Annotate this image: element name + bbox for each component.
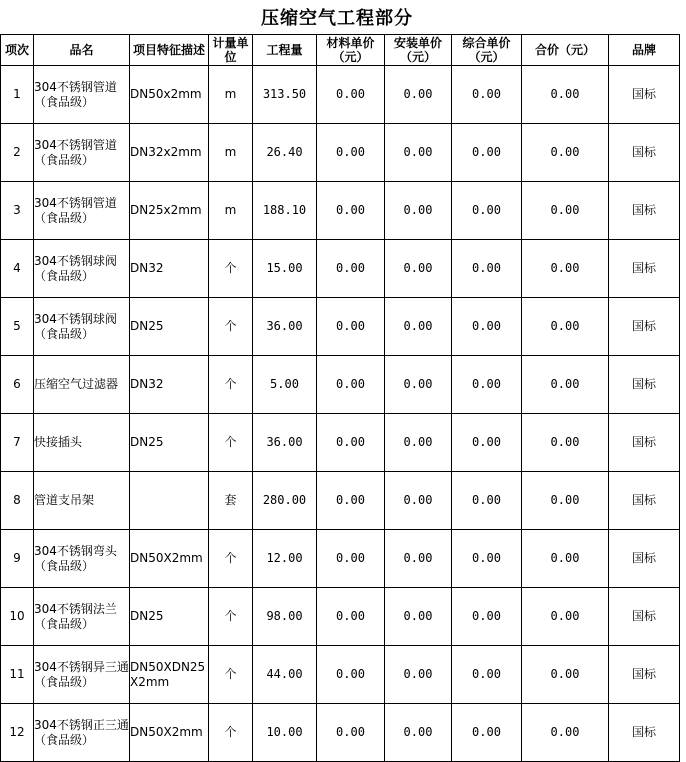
cell-total-price[interactable]: 0.00 bbox=[522, 472, 609, 530]
cell-composite-price[interactable]: 0.00 bbox=[452, 298, 522, 356]
table-row bbox=[1, 646, 680, 704]
cell-quantity[interactable]: 98.00 bbox=[253, 588, 317, 646]
cell-total-price[interactable]: 0.00 bbox=[522, 646, 609, 704]
cell-unit[interactable]: m bbox=[209, 182, 253, 240]
cell-material-price[interactable]: 0.00 bbox=[317, 414, 385, 472]
cell-name[interactable]: 304不锈钢弯头（食品级） bbox=[34, 530, 130, 588]
header-quantity: 工程量 bbox=[253, 35, 317, 66]
cell-material-price[interactable]: 0.00 bbox=[317, 646, 385, 704]
cell-unit[interactable]: 个 bbox=[209, 240, 253, 298]
cell-spec[interactable]: DN32 bbox=[130, 356, 209, 414]
table-row bbox=[1, 472, 680, 530]
cell-brand[interactable]: 国标 bbox=[609, 704, 680, 762]
cell-material-price[interactable]: 0.00 bbox=[317, 356, 385, 414]
header-brand: 品牌 bbox=[609, 35, 680, 66]
cell-spec[interactable]: DN32 bbox=[130, 240, 209, 298]
cell-spec[interactable]: DN25 bbox=[130, 414, 209, 472]
cell-install-price[interactable]: 0.00 bbox=[385, 298, 452, 356]
table-header-row bbox=[1, 35, 680, 66]
cell-unit[interactable]: 个 bbox=[209, 704, 253, 762]
cell-spec[interactable]: DN25x2mm bbox=[130, 182, 209, 240]
cell-index[interactable]: 4 bbox=[1, 240, 34, 298]
cell-unit[interactable]: 个 bbox=[209, 530, 253, 588]
cell-index[interactable]: 10 bbox=[1, 588, 34, 646]
cell-unit[interactable]: m bbox=[209, 124, 253, 182]
table-row bbox=[1, 356, 680, 414]
cell-material-price[interactable]: 0.00 bbox=[317, 298, 385, 356]
table-row bbox=[1, 66, 680, 124]
cell-install-price[interactable]: 0.00 bbox=[385, 530, 452, 588]
cell-install-price[interactable]: 0.00 bbox=[385, 356, 452, 414]
cell-total-price[interactable]: 0.00 bbox=[522, 414, 609, 472]
cell-material-price[interactable]: 0.00 bbox=[317, 472, 385, 530]
cell-composite-price[interactable]: 0.00 bbox=[452, 414, 522, 472]
cell-index[interactable]: 8 bbox=[1, 472, 34, 530]
cell-index[interactable]: 7 bbox=[1, 414, 34, 472]
cell-name[interactable]: 304不锈钢法兰（食品级） bbox=[34, 588, 130, 646]
cell-unit[interactable]: 个 bbox=[209, 414, 253, 472]
cell-unit[interactable]: m bbox=[209, 66, 253, 124]
cell-quantity[interactable]: 36.00 bbox=[253, 298, 317, 356]
header-composite-price: 综合单价（元） bbox=[452, 35, 522, 66]
cell-material-price[interactable]: 0.00 bbox=[317, 66, 385, 124]
cell-total-price[interactable]: 0.00 bbox=[522, 182, 609, 240]
table-row bbox=[1, 530, 680, 588]
table-row bbox=[1, 704, 680, 762]
cell-brand[interactable]: 国标 bbox=[609, 124, 680, 182]
cell-spec[interactable]: DN50X2mm bbox=[130, 704, 209, 762]
cell-brand[interactable]: 国标 bbox=[609, 298, 680, 356]
cell-name[interactable]: 304不锈钢管道（食品级） bbox=[34, 182, 130, 240]
cell-material-price[interactable]: 0.00 bbox=[317, 588, 385, 646]
cell-spec[interactable]: DN25 bbox=[130, 298, 209, 356]
quote-table bbox=[0, 34, 680, 762]
cell-composite-price[interactable]: 0.00 bbox=[452, 124, 522, 182]
cell-unit[interactable]: 个 bbox=[209, 356, 253, 414]
cell-composite-price[interactable]: 0.00 bbox=[452, 472, 522, 530]
cell-quantity[interactable]: 188.10 bbox=[253, 182, 317, 240]
cell-quantity[interactable]: 313.50 bbox=[253, 66, 317, 124]
cell-total-price[interactable]: 0.00 bbox=[522, 66, 609, 124]
table-row bbox=[1, 298, 680, 356]
cell-index[interactable]: 12 bbox=[1, 704, 34, 762]
cell-index[interactable]: 3 bbox=[1, 182, 34, 240]
cell-index[interactable]: 6 bbox=[1, 356, 34, 414]
cell-index[interactable]: 5 bbox=[1, 298, 34, 356]
cell-composite-price[interactable]: 0.00 bbox=[452, 530, 522, 588]
cell-install-price[interactable]: 0.00 bbox=[385, 414, 452, 472]
cell-name[interactable]: 304不锈钢管道（食品级） bbox=[34, 66, 130, 124]
cell-composite-price[interactable]: 0.00 bbox=[452, 66, 522, 124]
cell-quantity[interactable]: 15.00 bbox=[253, 240, 317, 298]
cell-brand[interactable]: 国标 bbox=[609, 530, 680, 588]
cell-unit[interactable]: 个 bbox=[209, 588, 253, 646]
table-row bbox=[1, 588, 680, 646]
cell-name[interactable]: 快接插头 bbox=[34, 414, 130, 472]
cell-material-price[interactable]: 0.00 bbox=[317, 704, 385, 762]
cell-brand[interactable]: 国标 bbox=[609, 414, 680, 472]
cell-quantity[interactable]: 280.00 bbox=[253, 472, 317, 530]
cell-spec[interactable]: DN25 bbox=[130, 588, 209, 646]
cell-install-price[interactable]: 0.00 bbox=[385, 646, 452, 704]
header-name: 品名 bbox=[34, 35, 130, 66]
cell-total-price[interactable]: 0.00 bbox=[522, 704, 609, 762]
cell-install-price[interactable]: 0.00 bbox=[385, 66, 452, 124]
cell-name[interactable]: 压缩空气过滤器 bbox=[34, 356, 130, 414]
cell-composite-price[interactable]: 0.00 bbox=[452, 646, 522, 704]
cell-material-price[interactable]: 0.00 bbox=[317, 124, 385, 182]
cell-total-price[interactable]: 0.00 bbox=[522, 298, 609, 356]
cell-brand[interactable]: 国标 bbox=[609, 646, 680, 704]
cell-spec[interactable]: DN32x2mm bbox=[130, 124, 209, 182]
cell-brand[interactable]: 国标 bbox=[609, 356, 680, 414]
cell-composite-price[interactable]: 0.00 bbox=[452, 588, 522, 646]
cell-index[interactable]: 9 bbox=[1, 530, 34, 588]
cell-total-price[interactable]: 0.00 bbox=[522, 530, 609, 588]
cell-composite-price[interactable]: 0.00 bbox=[452, 704, 522, 762]
cell-total-price[interactable]: 0.00 bbox=[522, 240, 609, 298]
header-spec: 项目特征描述 bbox=[130, 35, 209, 66]
cell-install-price[interactable]: 0.00 bbox=[385, 240, 452, 298]
cell-material-price[interactable]: 0.00 bbox=[317, 240, 385, 298]
cell-unit[interactable]: 套 bbox=[209, 472, 253, 530]
cell-install-price[interactable]: 0.00 bbox=[385, 124, 452, 182]
cell-name[interactable]: 304不锈钢正三通（食品级） bbox=[34, 704, 130, 762]
cell-quantity[interactable]: 26.40 bbox=[253, 124, 317, 182]
cell-brand[interactable]: 国标 bbox=[609, 588, 680, 646]
header-unit: 计量单位 bbox=[209, 35, 253, 66]
cell-spec[interactable]: DN50x2mm bbox=[130, 66, 209, 124]
cell-brand[interactable]: 国标 bbox=[609, 472, 680, 530]
cell-name[interactable]: 304不锈钢异三通（食品级） bbox=[34, 646, 130, 704]
cell-composite-price[interactable]: 0.00 bbox=[452, 240, 522, 298]
cell-material-price[interactable]: 0.00 bbox=[317, 182, 385, 240]
header-install-price: 安装单价（元） bbox=[385, 35, 452, 66]
sheet-title-row bbox=[0, 0, 686, 34]
cell-name[interactable]: 304不锈钢球阀（食品级） bbox=[34, 298, 130, 356]
cell-total-price[interactable]: 0.00 bbox=[522, 588, 609, 646]
cell-composite-price[interactable]: 0.00 bbox=[452, 182, 522, 240]
cell-install-price[interactable]: 0.00 bbox=[385, 704, 452, 762]
cell-unit[interactable]: 个 bbox=[209, 646, 253, 704]
cell-name[interactable]: 304不锈钢球阀（食品级） bbox=[34, 240, 130, 298]
cell-index[interactable]: 2 bbox=[1, 124, 34, 182]
cell-install-price[interactable]: 0.00 bbox=[385, 588, 452, 646]
page-title: 压缩空气工程部分 bbox=[261, 8, 413, 29]
cell-quantity[interactable]: 12.00 bbox=[253, 530, 317, 588]
table-row bbox=[1, 124, 680, 182]
header-material-price: 材料单价（元） bbox=[317, 35, 385, 66]
cell-brand[interactable]: 国标 bbox=[609, 240, 680, 298]
header-total-price: 合价（元） bbox=[522, 35, 609, 66]
cell-material-price[interactable]: 0.00 bbox=[317, 530, 385, 588]
cell-quantity[interactable]: 36.00 bbox=[253, 414, 317, 472]
cell-brand[interactable]: 国标 bbox=[609, 182, 680, 240]
cell-index[interactable]: 11 bbox=[1, 646, 34, 704]
cell-composite-price[interactable]: 0.00 bbox=[452, 356, 522, 414]
cell-name[interactable]: 管道支吊架 bbox=[34, 472, 130, 530]
cell-install-price[interactable]: 0.00 bbox=[385, 182, 452, 240]
cell-name[interactable]: 304不锈钢管道（食品级） bbox=[34, 124, 130, 182]
table-row bbox=[1, 182, 680, 240]
cell-total-price[interactable]: 0.00 bbox=[522, 356, 609, 414]
header-index: 项次 bbox=[1, 35, 34, 66]
table-row bbox=[1, 414, 680, 472]
table-row bbox=[1, 240, 680, 298]
cell-index[interactable]: 1 bbox=[1, 66, 34, 124]
cell-spec[interactable] bbox=[130, 472, 209, 530]
cell-spec[interactable]: DN50XDN25X2mm bbox=[130, 646, 209, 704]
cell-install-price[interactable]: 0.00 bbox=[385, 472, 452, 530]
cell-unit[interactable]: 个 bbox=[209, 298, 253, 356]
cell-total-price[interactable]: 0.00 bbox=[522, 124, 609, 182]
cell-spec[interactable]: DN50X2mm bbox=[130, 530, 209, 588]
cell-quantity[interactable]: 5.00 bbox=[253, 356, 317, 414]
cell-quantity[interactable]: 44.00 bbox=[253, 646, 317, 704]
cell-brand[interactable]: 国标 bbox=[609, 66, 680, 124]
cell-quantity[interactable]: 10.00 bbox=[253, 704, 317, 762]
